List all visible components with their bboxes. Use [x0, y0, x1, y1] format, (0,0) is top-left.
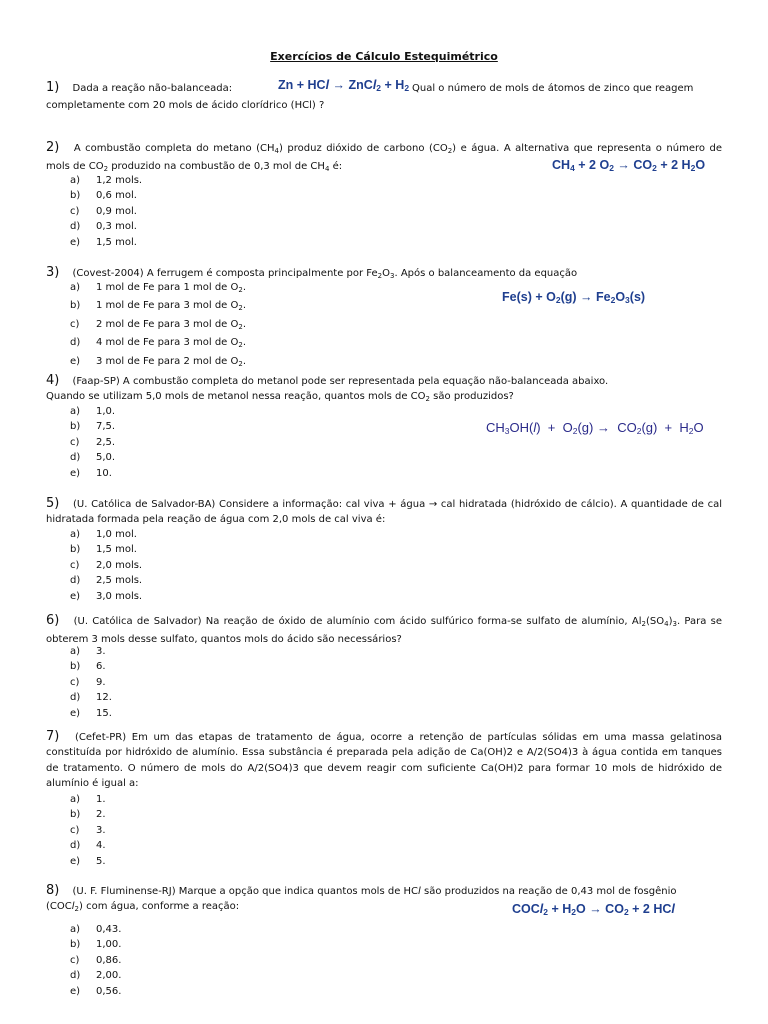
question-text: A combustão completa do metano $(CH_4)$ produz dióxido de carbono $(CO_2)$ e água. A alternativa que representa o número de mols de $CO_2$ produzido na combustão de 0,3 mol de $CH_4$ é: — [46, 143, 722, 174]
option: b) 2. — [70, 809, 106, 821]
option: d) 12. — [70, 692, 112, 704]
option: e) 1,5 mol. — [70, 236, 137, 248]
option: c) 9. — [70, 676, 106, 688]
option: b) 0,6 mol. — [70, 190, 137, 202]
question-text: (COCl$_2$) com água, conforme a reação: — [46, 901, 240, 914]
question-6 — [46, 613, 722, 648]
options-list — [70, 922, 121, 999]
option: e) 15. — [70, 707, 112, 719]
options-list — [70, 404, 115, 481]
option: a) 3. — [70, 646, 106, 657]
question-text: Quando se utilizam 5,0 mols de metanol nessa reação, quantos mols de $CO_2$ são produzidos? — [46, 391, 514, 404]
option: b) 6. — [70, 661, 106, 673]
page-title: Exercícios de Cálculo Estequimétrico — [270, 50, 498, 63]
option: a) 1,2 mols. — [70, 175, 143, 186]
option: e) 3,0 mols. — [70, 590, 143, 602]
chemical-equation: $Fe(s) + O_2(g) \to Fe_2O_3(s)$ — [502, 290, 646, 305]
question-number: 3) — [46, 265, 60, 280]
question-number: 2) — [46, 140, 60, 155]
chemical-equation: $CH_3OH(l) + O_2(g) \to CO_2(g) + H_2O$ — [486, 420, 704, 436]
option: c) 0,86. — [70, 954, 122, 966]
option: a) 1. — [70, 794, 106, 805]
option: c) 3. — [70, 824, 106, 836]
options-list — [70, 173, 142, 250]
question-5 — [46, 496, 722, 528]
option: e) 10. — [70, 467, 112, 479]
option: a) 0,43. — [70, 924, 122, 935]
option: a) 1,0 mol. — [70, 529, 137, 540]
question-number: 6) — [46, 613, 60, 628]
question-text: (Cefet-PR) Em um das etapas de tratamento de água, ocorre a retenção de partículas sólidas em uma massa gelatinosa constituída por hidróxido de alumínio. Essa substância é preparada pela adição de Ca(OH)2 e A/2(SO4)3 à água contida em tanques de tratamento. O número de mols do A/2(SO4)3 que devem reagir com suficiente Ca(OH)2 para formar 10 mols de hidróxido de alumínio é igual a: — [46, 732, 722, 790]
question-text: (Covest-2004) A ferrugem é composta principalmente por $Fe_2O_3$. Após o balanceamento da equação — [72, 268, 578, 280]
option: d) 2,00. — [70, 970, 122, 982]
chemical-equation: COCl$_2$ + $H_2O \to CO_2 + 2$ HCl — [512, 902, 675, 917]
option: b) 7,5. — [70, 421, 116, 433]
option: c) 2,0 mols. — [70, 559, 143, 571]
question-text: (U. Católica de Salvador-BA) Considere a informação: cal viva + água → cal hidratada (hidróxido de cálcio). A quantidade de cal hidratada formada pela reação de água com 2,0 mols de cal viva é: — [46, 499, 722, 526]
option: b) 1,5 mol. — [70, 544, 137, 556]
question-4 — [46, 373, 722, 408]
option: d) 4. — [70, 840, 106, 852]
question-7 — [46, 729, 722, 792]
option: d) 2,5 mols. — [70, 575, 143, 587]
option: c) 2,5. — [70, 436, 116, 448]
option: b) 1,00. — [70, 939, 122, 951]
option: d) 5,0. — [70, 452, 116, 464]
option: d) 0,3 mol. — [70, 221, 137, 233]
question-number: 5) — [46, 496, 60, 511]
option: b) 1 mol de Fe para 3 mol de $O_2$. — [70, 300, 247, 313]
option: a) 1 mol de Fe para 1 mol de $O_2$. — [70, 282, 247, 294]
question-text: (Faap-SP) A combustão completa do metanol pode ser representada pela equação não-balanceada abaixo. — [72, 376, 609, 387]
question-number: 1) — [46, 80, 60, 95]
option: c) 0,9 mol. — [70, 205, 137, 217]
option: a) 1,0. — [70, 406, 116, 417]
question-text: (U. F. Fluminense-RJ) Marque a opção que indica quantos mols de HCl são produzidos na reação de 0,43 mol de fosgênio — [72, 886, 677, 897]
option: e) 0,56. — [70, 985, 122, 997]
chemical-equation: $CH_4 + 2$ $O_2 \to CO_2 + 2$ $H_2O$ — [552, 158, 706, 173]
option: c) 2 mol de Fe para 3 mol de $O_2$. — [70, 318, 247, 331]
options-list — [70, 644, 112, 721]
options-list — [70, 792, 106, 869]
option: e) 5. — [70, 855, 106, 867]
question-number: 8) — [46, 883, 60, 898]
option: d) 4 mol de Fe para 3 mol de $O_2$. — [70, 337, 247, 350]
options-list — [70, 280, 246, 372]
chemical-equation: Zn + HCl → ZnCl$_2$ + $H_2$ — [278, 78, 410, 93]
option: e) 3 mol de Fe para 2 mol de $O_2$. — [70, 355, 247, 368]
question-number: 7) — [46, 729, 60, 744]
options-list — [70, 527, 142, 604]
question-text: (U. Católica de Salvador) Na reação de óxido de alumínio com ácido sulfúrico forma-se sulfato de alumínio, $Al_2(SO_4)_3$. Para se obterem 3 mols desse sulfato, quantos mols do ácido são necessários? — [46, 616, 722, 646]
question-text: completamente com 20 mols de ácido clorídrico (HCl) ? — [46, 100, 325, 111]
question-text: Dada a reação não-balanceada: — [72, 83, 233, 94]
question-text: Qual o número de mols de átomos de zinco que reagem — [412, 83, 694, 94]
question-number: 4) — [46, 373, 60, 388]
